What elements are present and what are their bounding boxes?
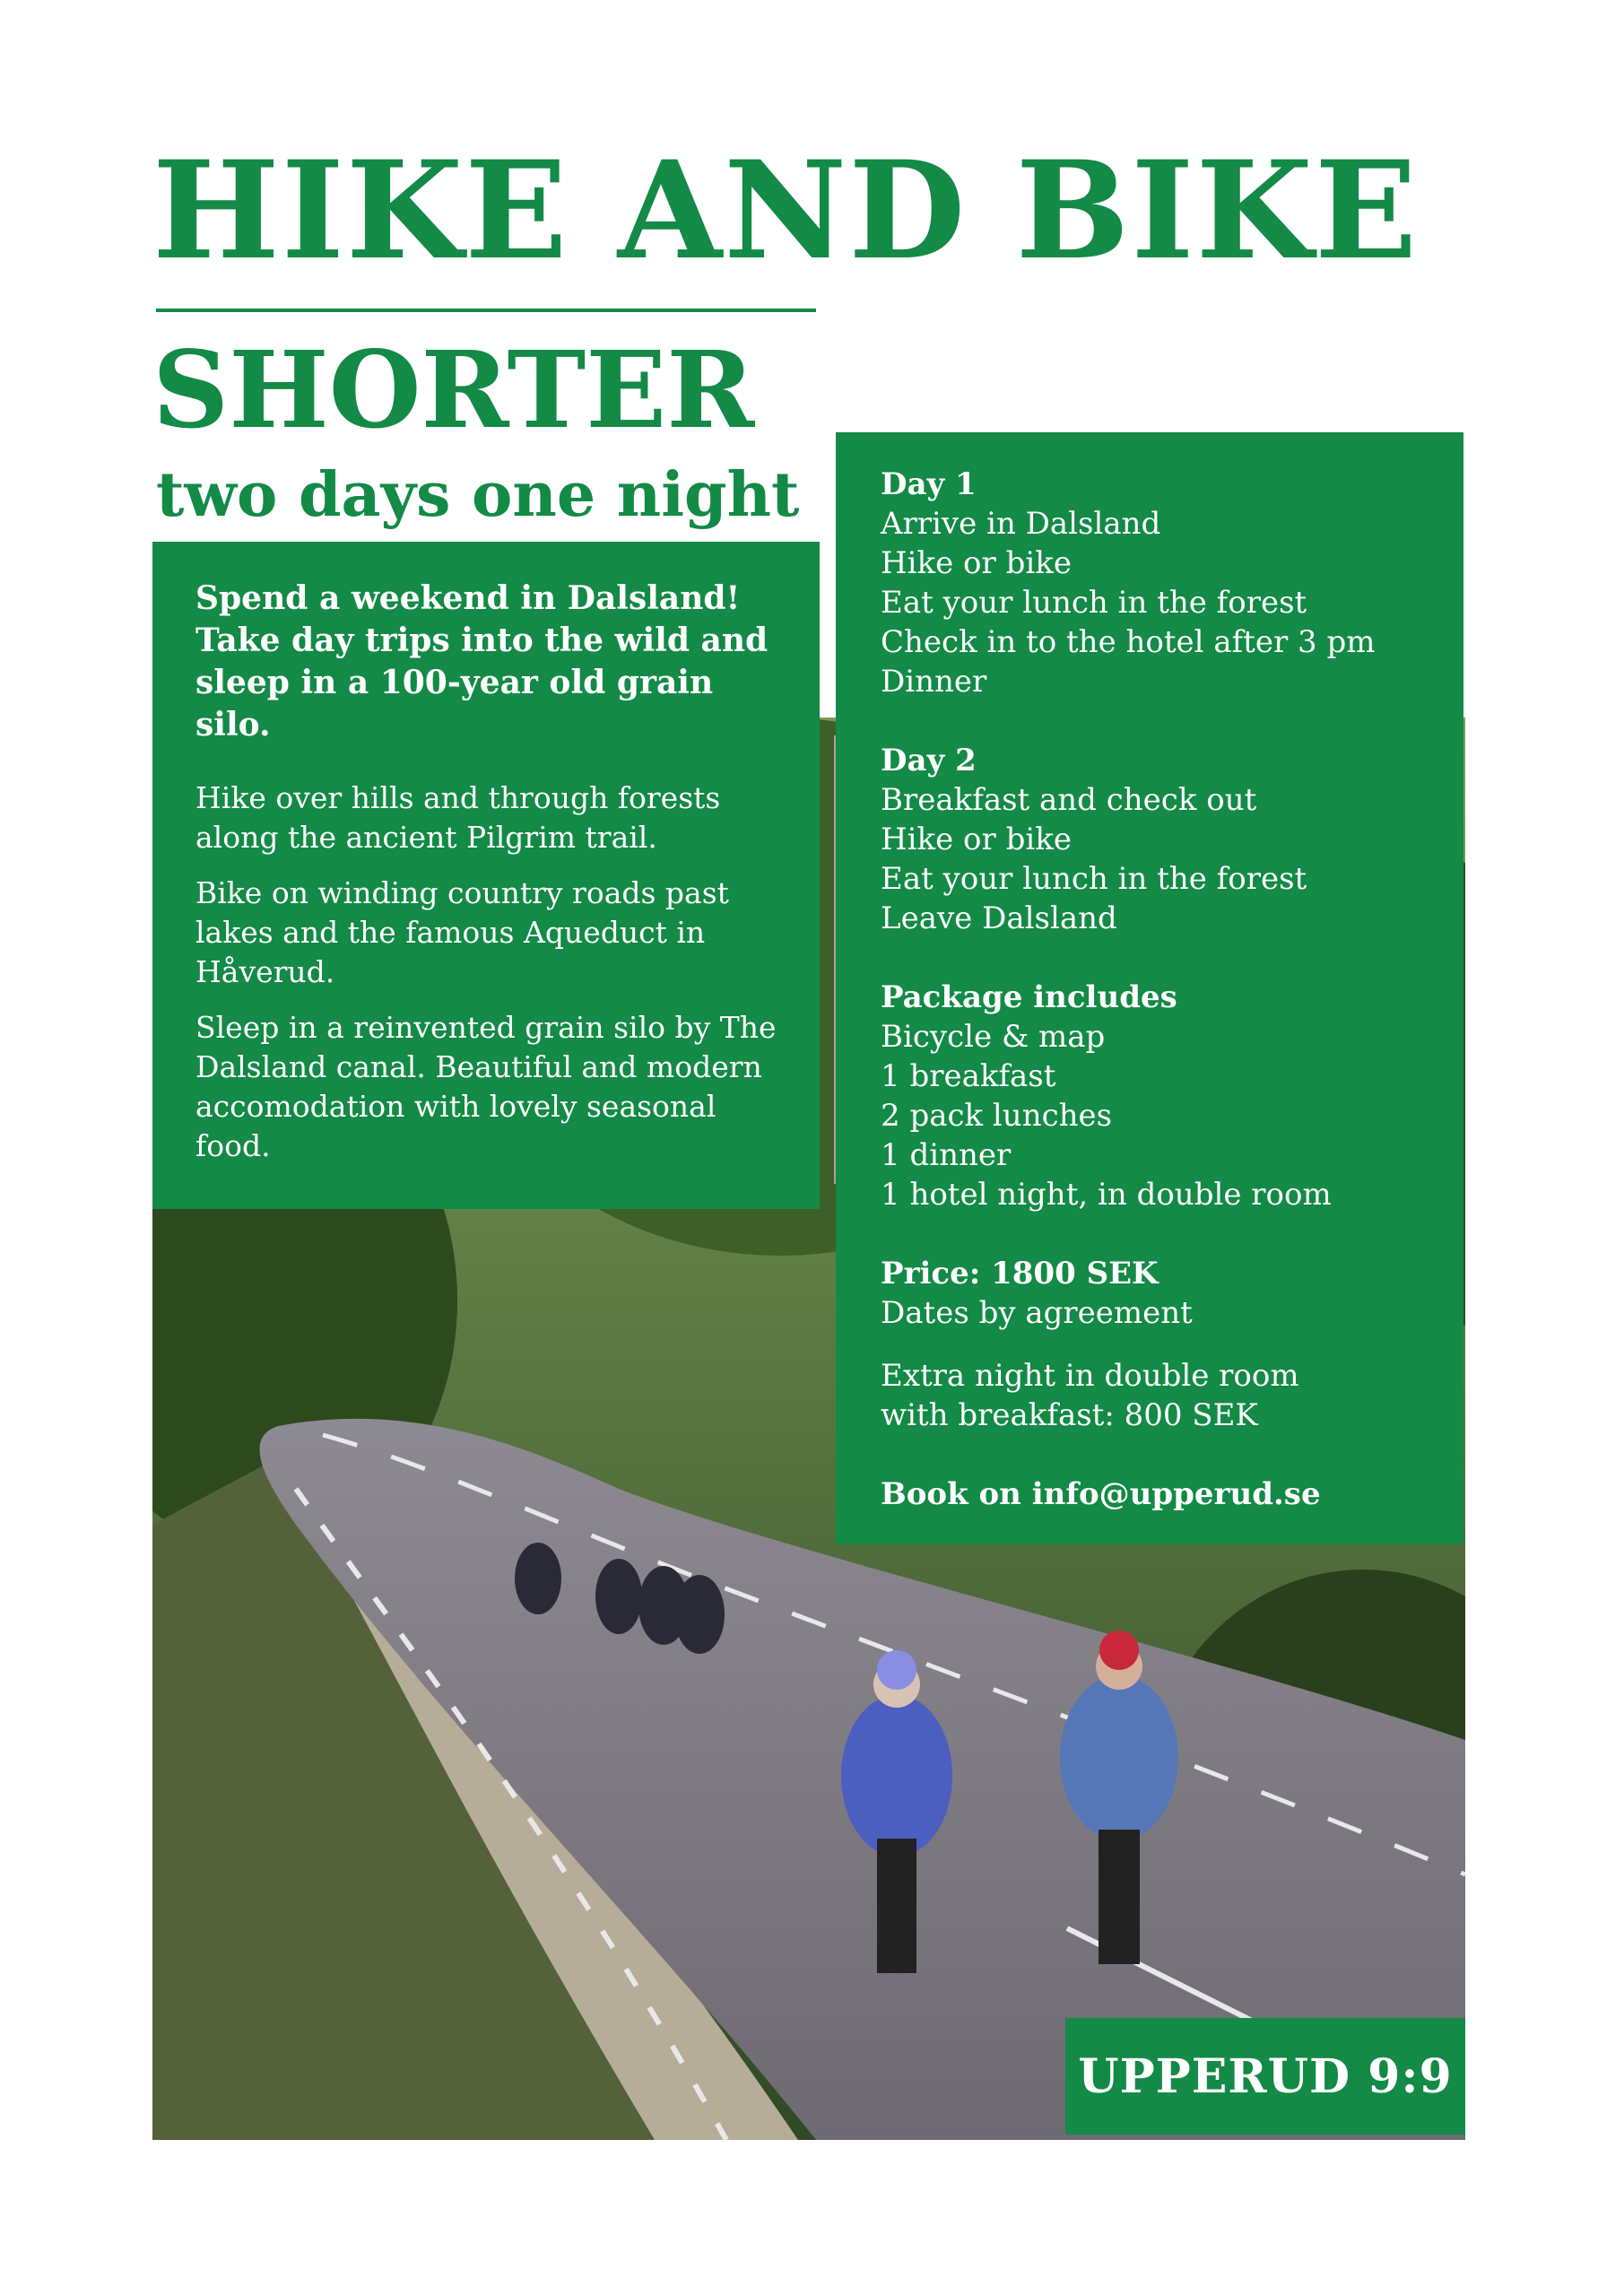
package-item: Bicycle & map	[881, 1019, 1106, 1055]
title-divider	[156, 309, 816, 312]
day1-heading: Day 1	[881, 466, 977, 502]
package-item: 2 pack lunches	[881, 1098, 1113, 1134]
day2-item: Breakfast and check out	[881, 782, 1257, 818]
day2-item: Hike or bike	[881, 822, 1072, 857]
upperud-badge: UPPERUD 9:9	[1065, 2018, 1465, 2135]
intro-paragraph-bike: Bike on winding country roads past lakes and the famous Aqueduct in Håverud.	[195, 875, 729, 989]
day1-item: Hike or bike	[881, 545, 1072, 581]
day2-heading: Day 2	[881, 743, 977, 778]
itinerary-panel	[836, 432, 1463, 1544]
price: Price: 1800 SEK	[881, 1256, 1159, 1292]
day2-item: Leave Dalsland	[881, 900, 1117, 936]
day1-item: Dinner	[881, 664, 987, 700]
day2-item: Eat your lunch in the forest	[881, 861, 1307, 897]
package-heading: Package includes	[881, 979, 1177, 1015]
poster-subtitle: SHORTER	[152, 327, 755, 452]
extra-night-line: with breakfast: 800 SEK	[881, 1397, 1258, 1433]
dates-note: Dates by agreement	[881, 1295, 1193, 1331]
day1-item: Arrive in Dalsland	[881, 506, 1161, 542]
booking-email: Book on info@upperud.se	[881, 1476, 1321, 1512]
intro-lead: Spend a weekend in Dalsland! Take day trips into the wild and sleep in a 100-year old grain silo.	[195, 579, 769, 744]
package-item: 1 dinner	[881, 1137, 1012, 1173]
intro-paragraph-hike: Hike over hills and through forests along the ancient Pilgrim trail.	[195, 780, 721, 855]
poster-tagline: two days one night	[156, 459, 800, 531]
package-item: 1 breakfast	[881, 1058, 1056, 1094]
package-item: 1 hotel night, in double room	[881, 1177, 1332, 1213]
intro-panel	[152, 542, 820, 1209]
day1-item: Check in to the hotel after 3 pm	[881, 624, 1376, 660]
poster-title: HIKE AND BIKE	[152, 132, 1420, 290]
extra-night-line: Extra night in double room	[881, 1358, 1299, 1394]
day1-item: Eat your lunch in the forest	[881, 585, 1307, 621]
intro-paragraph-sleep: Sleep in a reinvented grain silo by The Dalsland canal. Beautiful and modern accomodation with lovely seasonal food.	[195, 1010, 777, 1163]
